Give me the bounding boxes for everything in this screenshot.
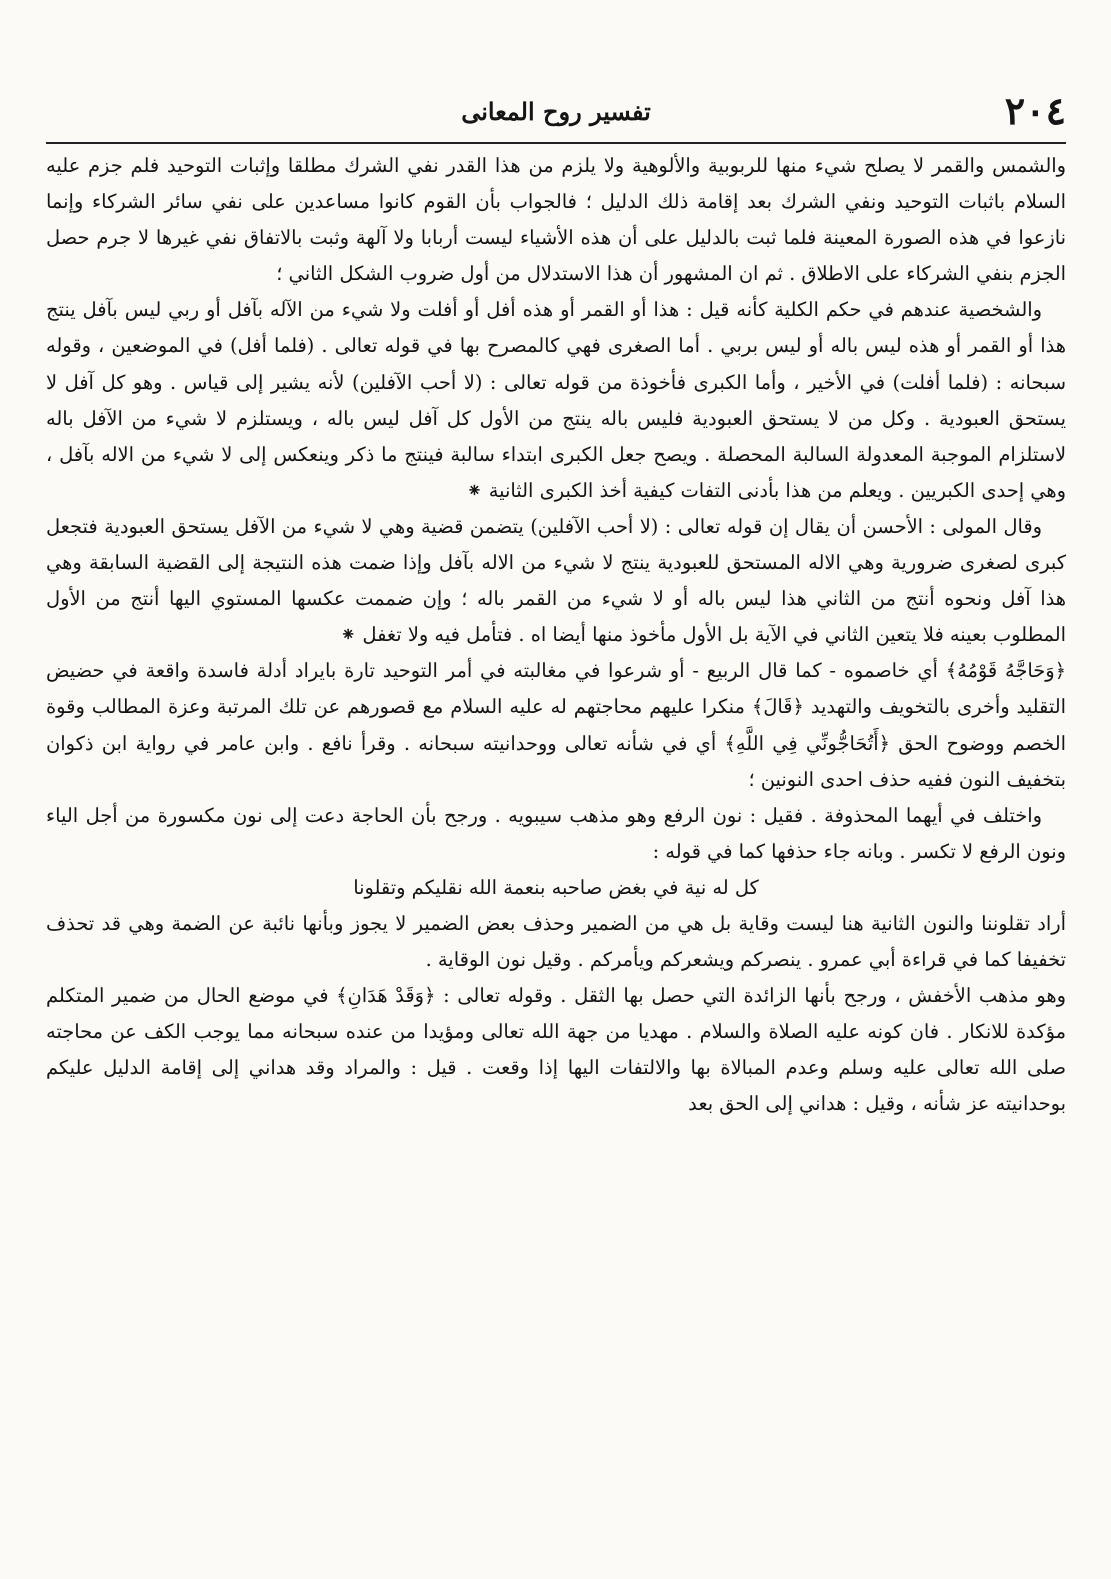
running-title: تفسير روح المعانى	[461, 97, 651, 126]
paragraph: واختلف في أيهما المحذوفة . فقيل : نون الرفع وهو مذهب سيبويه . ورجح بأن الحاجة دعت إلى نون مكسورة من أجل الياء ونون الرفع لا تكسر . وبانه جاء حذفها كما في قوله :	[46, 803, 1066, 863]
book-page	[46, 86, 1066, 1546]
paragraph: والشمس والقمر لا يصلح شيء منها للربوبية والألوهية ولا يلزم من هذا القدر نفي الشرك مطلقا وإثبات التوحيد فلم جزم عليه السلام باثبات التوحيد ونفي الشرك بعد إقامة ذلك الدليل ؛ فالجواب بأن القوم كانوا مساعدين على نفي سائر الشركاء وإنما نازعوا في هذه الصورة المعينة فلما ثبت بالدليل على أن هذه الأشياء ليست أربابا ولا آلهة وثبت بالاتفاق نفي غيرها لا جرم حصل الجزم بنفي الشركاء على الاطلاق . ثم ان المشهور أن هذا الاستدلال من أول ضروب الشكل الثاني ؛	[46, 154, 1066, 286]
page-body	[46, 144, 1066, 1123]
page-header	[46, 86, 1066, 144]
page-number: ٢٠٤	[1004, 88, 1066, 133]
paragraph: أراد تقلوننا والنون الثانية هنا ليست وقاية بل هي من الضمير وحذف بعض الضمير لا يجوز وبأنها نائبة عن الضمة وهي قد تحذف تخفيفا كما في قراءة أبي عمرو . ينصركم ويشعركم ويأمركم . وقيل نون الوقاية .	[46, 911, 1066, 972]
paragraph: ﴿وَحَاجَّهُ قَوْمُهُ﴾ أي خاصموه - كما قال الربيع - أو شرعوا في مغالبته في أمر التوحيد تارة بايراد أدلة فاسدة واقعة في حضيض التقليد وأخرى بالتخويف والتهديد ﴿قَالَ﴾ منكرا عليهم محاجتهم له عليه السلام مع قصورهم عن تلك المرتبة وعزة المطالب وقوة الخصم ووضوح الحق ﴿أَتُحَاجُّونِّي فِي اللَّهِ﴾ أي في شأنه تعالى ووحدانيته سبحانه . وقرأ نافع . وابن عامر في رواية ابن ذكوان بتخفيف النون ففيه حذف احدى النونين ؛	[46, 659, 1066, 791]
header-rule	[46, 142, 1066, 144]
paragraph: وقال المولى : الأحسن أن يقال إن قوله تعالى : (لا أحب الآفلين) يتضمن قضية وهي لا شيء من الآفل يستحق العبودية فتجعل كبرى لصغرى ضرورية وهي الاله المستحق للعبودية ينتج لا شيء من الاله بآفل وإذا ضمت هذه النتيجة إلى القضية السابقة وهي هذا آفل ونحوه أنتج من الثاني هذا ليس باله أو لا شيء من القمر باله ؛ وإن ضممت عكسها المستوي اليها أنتج من الأول المطلوب بعينه فلا يتعين الثاني في الآية بل الأول مأخوذ منها أيضا اه . فتأمل فيه ولا تغفل ⁕	[46, 514, 1066, 647]
poetry-verse: كل له نية في بغض صاحبه بنعمة الله نقليكم وتقلونا	[353, 875, 759, 899]
paragraph: والشخصية عندهم في حكم الكلية كأنه قيل : هذا أو القمر أو هذه أفل أو أفلت ولا شيء من الآله بآفل أو ربي ليس بآفل ينتج هذا أو القمر أو هذه ليس باله أو ليس بربي . أما الصغرى فهي كالمصرح بها في قوله تعالى . (فلما أفل) في الموضعين ، وقوله سبحانه : (فلما أفلت) في الأخير ، وأما الكبرى فأخوذة من قوله تعالى : (لا أحب الآفلين) لأنه يشير إلى قياس . وهو كل آفل لا يستحق العبودية . وكل من لا يستحق العبودية فليس باله ينتج من الأول كل آفل ليس باله ، ويستلزم لا شيء من الآفل باله لاستلزام الموجبة المعدولة السالبة المحصلة . ويصح جعل الكبرى ابتداء سالبة فينتج ما ذكر وينعكس إلى لا شيء من الاله بآفل ، وهي إحدى الكبريين . ويعلم من هذا بأدنى التفات كيفية أخذ الكبرى الثانية ⁕	[46, 298, 1066, 502]
paragraph: وهو مذهب الأخفش ، ورجح بأنها الزائدة التي حصل بها الثقل . وقوله تعالى : ﴿وَقَدْ هَدَانِ﴾ في موضع الحال من ضمير المتكلم مؤكدة للانكار . فان كونه عليه الصلاة والسلام . مهديا من جهة الله تعالى ومؤيدا من عنده سبحانه مما يوجب الكف عن محاجته صلى الله تعالى عليه وسلم وعدم المبالاة بها والالتفات اليها إذا وقعت . قيل : والمراد وقد هداني إلى إقامة الدليل عليكم بوحدانيته عز شأنه ، وقيل : هداني إلى الحق بعد	[46, 984, 1066, 1116]
